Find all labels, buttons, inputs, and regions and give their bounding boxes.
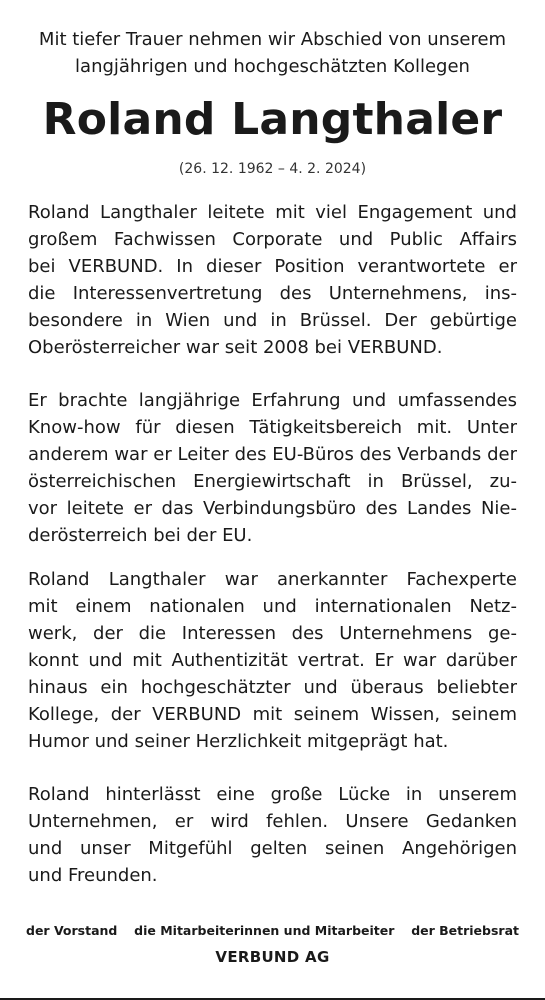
text-line: die Interessenvertretung des Unternehmens, ins- — [28, 283, 517, 304]
paragraph-career — [28, 199, 517, 361]
text-line: und unser Mitgefühl gelten seinen Angehörigen — [28, 838, 517, 859]
text-line: Roland Langthaler leitete mit viel Engagement und — [28, 202, 517, 223]
text-line: bei VERBUND. In dieser Position verantwortete er — [28, 256, 517, 277]
intro-line: Mit tiefer Trauer nehmen wir Abschied von unserem — [38, 29, 507, 50]
signer-employees: die Mitarbeiterinnen und Mitarbeiter — [134, 923, 395, 938]
paragraph-experience — [28, 387, 517, 549]
signer-works-council: der Betriebsrat — [411, 923, 519, 938]
text-line: Humor und seiner Herzlichkeit mitgeprägt hat. — [28, 731, 449, 752]
text-line: Oberösterreicher war seit 2008 bei VERBUND. — [28, 337, 443, 358]
life-dates: (26. 12. 1962 – 4. 2. 2024) — [178, 161, 367, 177]
text-line: vor leitete er das Verbindungsbüro des Landes Nie- — [28, 498, 517, 519]
company-name: VERBUND AG — [215, 948, 330, 966]
text-line: Roland Langthaler war anerkannter Fachexperte — [28, 569, 517, 590]
text-line: Er brachte langjährige Erfahrung und umfassendes — [28, 390, 517, 411]
text-line: Kollege, der VERBUND mit seinem Wissen, seinem — [28, 704, 517, 725]
text-line: Unternehmen, er wird fehlen. Unsere Gedanken — [28, 811, 517, 832]
text-line: Roland hinterlässt eine große Lücke in unserem — [28, 784, 517, 805]
paragraph-farewell — [28, 781, 517, 889]
text-line: Know-how für diesen Tätigkeitsbereich mit. Unter — [28, 417, 517, 438]
text-line: konnt und mit Authentizität vertrat. Er war darüber — [28, 650, 517, 671]
intro-text — [20, 26, 525, 80]
signer-board: der Vorstand — [26, 923, 118, 938]
deceased-name: Roland Langthaler — [42, 94, 503, 145]
text-line: österreichischen Energiewirtschaft in Brüssel, zu- — [28, 471, 517, 492]
text-line: und Freunden. — [28, 865, 158, 886]
text-line: mit einem nationalen und internationalen Netz- — [28, 596, 517, 617]
text-line: werk, der die Interessen des Unternehmens ge- — [28, 623, 517, 644]
text-line: besondere in Wien und in Brüssel. Der gebürtige — [28, 310, 517, 331]
signers-row — [26, 923, 519, 938]
paragraph-tribute — [28, 566, 517, 755]
text-line: anderem war er Leiter des EU-Büros des Verbands der — [28, 444, 517, 465]
text-line: derösterreich bei der EU. — [28, 525, 253, 546]
text-line: hinaus ein hochgeschätzter und überaus beliebter — [28, 677, 517, 698]
intro-line: langjährigen und hochgeschätzten Kollegen — [75, 56, 470, 77]
text-line: großem Fachwissen Corporate und Public Affairs — [28, 229, 517, 250]
